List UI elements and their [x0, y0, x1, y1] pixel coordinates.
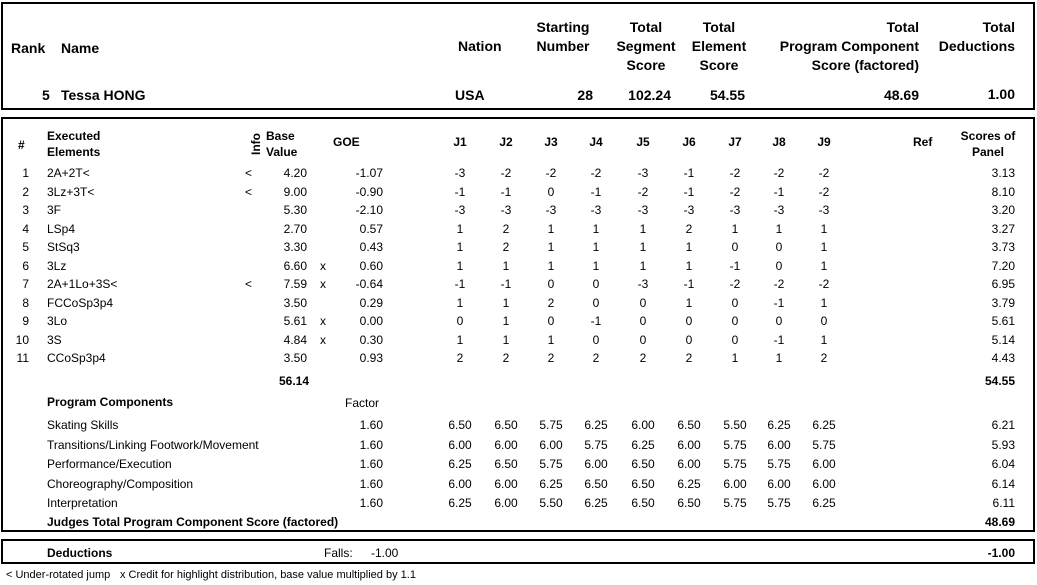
element-judge-j6: -1: [683, 185, 695, 199]
element-judge-j8: 1: [775, 222, 783, 236]
component-judge-j5: 6.00: [631, 418, 655, 432]
element-judge-j3: 0: [547, 314, 555, 328]
element-base-value: 4.84: [283, 333, 307, 347]
element-goe: 0.00: [359, 314, 383, 328]
element-judge-j3: -3: [545, 203, 557, 217]
component-judge-j4: 6.50: [584, 477, 608, 491]
element-judge-j2: 1: [502, 314, 510, 328]
element-base-value: 5.30: [283, 203, 307, 217]
component-name: Skating Skills: [47, 418, 119, 432]
element-goe: 0.60: [359, 259, 383, 273]
component-judge-j8: 6.00: [767, 438, 791, 452]
element-panel-score: 5.14: [991, 333, 1015, 347]
component-factor: 1.60: [359, 418, 383, 432]
element-judge-j7: -2: [729, 277, 741, 291]
component-judge-j9: 6.25: [812, 418, 836, 432]
element-judge-j9: -3: [818, 203, 830, 217]
element-panel-score: 3.20: [991, 203, 1015, 217]
ref-header: Ref: [913, 135, 933, 149]
element-judge-j9: 0: [820, 314, 828, 328]
skater-summary-box: [1, 2, 1035, 110]
element-base-value: 3.50: [283, 351, 307, 365]
element-judge-j6: -1: [683, 277, 695, 291]
element-judge-j8: -2: [773, 166, 785, 180]
element-judge-j3: 1: [547, 259, 555, 273]
element-judge-j7: 1: [731, 351, 739, 365]
component-factor: 1.60: [359, 496, 383, 510]
element-bonus-marker: x: [320, 277, 326, 291]
element-name: 3Lo: [47, 314, 68, 328]
element-judge-j5: 1: [639, 222, 647, 236]
element-judge-j5: 0: [639, 333, 647, 347]
element-judge-j7: 0: [731, 296, 739, 310]
element-judge-j7: 1: [731, 222, 739, 236]
element-judge-j1: 1: [456, 259, 464, 273]
footnote-under-rotated: < Under-rotated jump: [6, 569, 111, 581]
component-judge-j8: 5.75: [767, 496, 791, 510]
element-judge-j1: -1: [454, 277, 466, 291]
element-judge-j4: 0: [592, 333, 600, 347]
element-judge-j5: -3: [637, 203, 649, 217]
skater-nation: USA: [455, 87, 485, 103]
element-judge-j6: 1: [685, 296, 693, 310]
element-judge-j3: 1: [547, 240, 555, 254]
executed-elements-header: Executed Elements: [47, 129, 101, 159]
element-judge-j8: -3: [773, 203, 785, 217]
element-number: 7: [22, 277, 29, 291]
component-name: Transitions/Linking Footwork/Movement: [47, 438, 259, 452]
element-judge-j2: -3: [500, 203, 512, 217]
element-info: <: [245, 166, 253, 180]
element-judge-j1: 1: [456, 296, 464, 310]
element-number: 9: [22, 314, 29, 328]
component-judge-j6: 6.00: [677, 457, 701, 471]
element-number: 2: [22, 185, 29, 199]
element-judge-j2: 1: [502, 333, 510, 347]
nation-header: Nation: [458, 38, 502, 54]
element-judge-j5: -3: [637, 277, 649, 291]
component-judge-j6: 6.25: [677, 477, 701, 491]
element-number: 8: [22, 296, 29, 310]
element-judge-j3: 2: [547, 351, 555, 365]
goe-header: GOE: [333, 135, 360, 149]
element-name: 3F: [47, 203, 62, 217]
element-judge-j1: -3: [454, 166, 466, 180]
element-judge-j6: 1: [685, 259, 693, 273]
element-judge-j1: -1: [454, 185, 466, 199]
element-judge-j3: -2: [545, 166, 557, 180]
component-judge-j1: 6.00: [448, 477, 472, 491]
element-judge-j7: 0: [731, 333, 739, 347]
element-bonus-marker: x: [320, 259, 326, 273]
skater-total-segment-score: 102.24: [628, 87, 671, 103]
element-judge-j9: -2: [818, 185, 830, 199]
component-judge-j7: 5.75: [723, 496, 747, 510]
element-judge-j3: 0: [547, 277, 555, 291]
element-judge-j1: 1: [456, 333, 464, 347]
component-judge-j6: 6.00: [677, 438, 701, 452]
component-judge-j1: 6.25: [448, 496, 472, 510]
element-base-value: 9.00: [283, 185, 307, 199]
skater-rank: 5: [42, 87, 50, 103]
element-judge-j5: -3: [637, 166, 649, 180]
element-goe: 0.93: [359, 351, 383, 365]
element-goe: 0.43: [359, 240, 383, 254]
element-goe: 0.57: [359, 222, 383, 236]
component-judge-j6: 6.50: [677, 496, 701, 510]
skater-total-pcs: 48.69: [883, 87, 919, 103]
element-info: <: [245, 185, 253, 199]
element-goe: 0.30: [359, 333, 383, 347]
element-judge-j9: 1: [820, 222, 828, 236]
element-name: StSq3: [47, 240, 80, 254]
element-name: FCCoSp3p4: [47, 296, 114, 310]
element-judge-j4: -2: [590, 166, 602, 180]
element-name: CCoSp3p4: [47, 351, 106, 365]
component-judge-j3: 6.00: [539, 438, 563, 452]
judges-total-pcs-label: Judges Total Program Component Score (factored): [47, 515, 339, 529]
total-pcs-header: Total Program Component Score (factored): [779, 19, 919, 73]
element-judge-j5: 1: [639, 259, 647, 273]
element-judge-j4: -3: [590, 203, 602, 217]
element-number: 1: [22, 166, 29, 180]
element-judge-j9: 2: [820, 351, 828, 365]
element-judge-j4: 0: [592, 277, 600, 291]
component-judge-j4: 6.00: [584, 457, 608, 471]
element-name: 2A+1Lo+3S<: [47, 277, 118, 291]
element-judge-j7: -3: [729, 203, 741, 217]
element-goe: -0.64: [355, 277, 383, 291]
element-bonus-marker: x: [320, 333, 326, 347]
component-judge-j5: 6.25: [631, 438, 655, 452]
panel-elements-total: 54.55: [984, 374, 1015, 388]
component-judge-j6: 6.50: [677, 418, 701, 432]
component-judge-j7: 5.75: [723, 457, 747, 471]
element-judge-j5: 0: [639, 296, 647, 310]
component-judge-j2: 6.50: [494, 418, 518, 432]
element-judge-j4: 2: [592, 351, 600, 365]
element-judge-j8: 1: [775, 351, 783, 365]
element-judge-j6: 0: [685, 333, 693, 347]
element-judge-j8: -1: [773, 296, 785, 310]
element-base-value: 4.20: [283, 166, 307, 180]
element-judge-j6: 1: [685, 240, 693, 254]
component-judge-j8: 6.00: [767, 477, 791, 491]
component-judge-j4: 5.75: [584, 438, 608, 452]
element-number: 5: [22, 240, 29, 254]
component-judge-j9: 5.75: [812, 438, 836, 452]
element-judge-j1: 0: [456, 314, 464, 328]
element-number-header: #: [18, 138, 25, 152]
component-judge-j9: 6.00: [812, 477, 836, 491]
element-judge-j7: -2: [729, 166, 741, 180]
component-name: Interpretation: [47, 496, 118, 510]
element-base-value: 2.70: [283, 222, 307, 236]
component-judge-j2: 6.00: [494, 438, 518, 452]
element-judge-j7: -2: [729, 185, 741, 199]
element-judge-j2: 1: [502, 259, 510, 273]
component-panel-score: 5.93: [991, 438, 1015, 452]
component-judge-j3: 5.75: [539, 418, 563, 432]
element-judge-j4: 1: [592, 259, 600, 273]
element-judge-j3: 1: [547, 333, 555, 347]
element-number: 11: [16, 351, 29, 365]
deductions-label: Deductions: [47, 546, 113, 560]
skater-name: Tessa HONG: [61, 87, 146, 103]
element-number: 4: [22, 222, 29, 236]
element-panel-score: 3.73: [991, 240, 1015, 254]
component-judge-j1: 6.50: [448, 418, 472, 432]
component-judge-j3: 5.75: [539, 457, 563, 471]
element-goe: -1.07: [355, 166, 383, 180]
element-judge-j4: 0: [592, 296, 600, 310]
element-name: 3S: [47, 333, 62, 347]
element-judge-j4: -1: [590, 185, 602, 199]
element-judge-j1: 2: [456, 351, 464, 365]
element-info: <: [245, 277, 253, 291]
element-judge-j2: 1: [502, 296, 510, 310]
total-deductions-header: Total Deductions: [938, 19, 1015, 54]
factor-header: Factor: [345, 396, 380, 410]
element-judge-j4: 1: [592, 222, 600, 236]
element-name: 2A+2T<: [47, 166, 90, 180]
component-judge-j1: 6.25: [448, 457, 472, 471]
element-judge-j2: -2: [500, 166, 512, 180]
element-judge-j5: -2: [637, 185, 649, 199]
element-number: 6: [22, 259, 29, 273]
element-judge-j1: 1: [456, 222, 464, 236]
component-judge-j5: 6.50: [631, 457, 655, 471]
footnote-credit: x Credit for highlight distribution, base value multiplied by 1.1: [120, 569, 416, 581]
element-number: 10: [15, 333, 29, 347]
element-panel-score: 3.79: [991, 296, 1015, 310]
element-number: 3: [22, 203, 29, 217]
judge-header-j7: J7: [728, 135, 742, 149]
element-judge-j6: -1: [683, 166, 695, 180]
element-base-value: 6.60: [283, 259, 307, 273]
component-judge-j4: 6.25: [584, 496, 608, 510]
judge-header-j3: J3: [544, 135, 558, 149]
judge-header-j6: J6: [682, 135, 696, 149]
component-judge-j9: 6.00: [812, 457, 836, 471]
element-judge-j5: 2: [639, 351, 647, 365]
component-judge-j2: 6.00: [494, 496, 518, 510]
component-judge-j8: 6.25: [767, 418, 791, 432]
deductions-box: [1, 539, 1035, 564]
starting-number-header: Starting Number: [536, 19, 590, 54]
component-judge-j7: 5.75: [723, 438, 747, 452]
skater-total-deductions: 1.00: [987, 86, 1015, 102]
info-header: Info: [249, 133, 263, 155]
component-judge-j3: 5.50: [539, 496, 563, 510]
component-panel-score: 6.11: [992, 496, 1015, 510]
element-judge-j4: 1: [592, 240, 600, 254]
element-panel-score: 8.10: [991, 185, 1015, 199]
element-judge-j2: -1: [500, 185, 512, 199]
element-goe: 0.29: [359, 296, 383, 310]
component-judge-j3: 6.25: [539, 477, 563, 491]
component-judge-j8: 5.75: [767, 457, 791, 471]
element-judge-j5: 0: [639, 314, 647, 328]
component-judge-j5: 6.50: [631, 477, 655, 491]
element-judge-j9: 1: [820, 240, 828, 254]
skater-starting-number: 28: [577, 87, 593, 103]
component-name: Performance/Execution: [47, 457, 172, 471]
element-judge-j4: -1: [590, 314, 602, 328]
base-value-total: 56.14: [278, 374, 309, 388]
scores-of-panel-header: Scores of Panel: [960, 129, 1016, 159]
element-judge-j9: -2: [818, 166, 830, 180]
element-judge-j3: 0: [547, 185, 555, 199]
component-judge-j7: 5.50: [723, 418, 747, 432]
element-judge-j2: 2: [502, 240, 510, 254]
element-base-value: 5.61: [283, 314, 307, 328]
component-judge-j7: 6.00: [723, 477, 747, 491]
element-panel-score: 6.95: [991, 277, 1015, 291]
judge-header-j8: J8: [772, 135, 786, 149]
deductions-total: -1.00: [987, 546, 1015, 560]
element-judge-j9: 1: [820, 296, 828, 310]
element-panel-score: 5.61: [991, 314, 1015, 328]
component-judge-j9: 6.25: [812, 496, 836, 510]
element-panel-score: 7.20: [991, 259, 1015, 273]
skater-total-element-score: 54.55: [709, 87, 745, 103]
component-factor: 1.60: [359, 477, 383, 491]
judge-header-j9: J9: [817, 135, 831, 149]
judge-header-j1: J1: [453, 135, 467, 149]
element-judge-j8: 0: [775, 259, 783, 273]
component-judge-j5: 6.50: [631, 496, 655, 510]
component-factor: 1.60: [359, 457, 383, 471]
element-panel-score: 4.43: [991, 351, 1015, 365]
element-judge-j5: 1: [639, 240, 647, 254]
rank-header: Rank: [11, 40, 46, 56]
element-name: LSp4: [47, 222, 76, 236]
element-judge-j3: 2: [547, 296, 555, 310]
component-panel-score: 6.04: [991, 457, 1015, 471]
element-judge-j6: 2: [685, 351, 693, 365]
component-name: Choreography/Composition: [47, 477, 194, 491]
element-judge-j9: 1: [820, 259, 828, 273]
name-header: Name: [61, 40, 100, 56]
element-judge-j8: 0: [775, 314, 783, 328]
judge-header-j4: J4: [589, 135, 603, 149]
element-judge-j6: 2: [685, 222, 693, 236]
element-judge-j8: 0: [775, 240, 783, 254]
element-bonus-marker: x: [320, 314, 326, 328]
element-goe: -0.90: [355, 185, 383, 199]
element-judge-j1: 1: [456, 240, 464, 254]
element-goe: -2.10: [355, 203, 383, 217]
element-judge-j2: 2: [502, 351, 510, 365]
falls-label: Falls:: [324, 546, 353, 560]
judges-total-pcs-value: 48.69: [984, 515, 1015, 529]
component-factor: 1.60: [359, 438, 383, 452]
component-judge-j4: 6.25: [584, 418, 608, 432]
element-judge-j6: 0: [685, 314, 693, 328]
element-name: 3Lz+3T<: [47, 185, 95, 199]
base-value-header: Base Value: [266, 129, 298, 159]
component-judge-j1: 6.00: [448, 438, 472, 452]
element-judge-j8: -1: [773, 185, 785, 199]
element-panel-score: 3.27: [991, 222, 1015, 236]
element-judge-j8: -1: [773, 333, 785, 347]
element-judge-j3: 1: [547, 222, 555, 236]
total-element-score-header: Total Element Score: [691, 19, 747, 73]
element-judge-j7: -1: [729, 259, 741, 273]
component-panel-score: 6.21: [991, 418, 1015, 432]
element-judge-j9: 1: [820, 333, 828, 347]
component-judge-j2: 6.00: [494, 477, 518, 491]
element-judge-j7: 0: [731, 240, 739, 254]
element-judge-j2: -1: [500, 277, 512, 291]
element-judge-j1: -3: [454, 203, 466, 217]
element-judge-j8: -2: [773, 277, 785, 291]
element-judge-j2: 2: [502, 222, 510, 236]
element-panel-score: 3.13: [991, 166, 1015, 180]
element-base-value: 3.50: [283, 296, 307, 310]
element-judge-j6: -3: [683, 203, 695, 217]
component-panel-score: 6.14: [991, 477, 1015, 491]
judge-header-j5: J5: [636, 135, 650, 149]
total-segment-score-header: Total Segment Score: [616, 19, 676, 73]
element-judge-j7: 0: [731, 314, 739, 328]
element-name: 3Lz: [47, 259, 67, 273]
judge-header-j2: J2: [499, 135, 513, 149]
program-components-title: Program Components: [47, 395, 174, 409]
element-judge-j9: -2: [818, 277, 830, 291]
falls-value: -1.00: [371, 546, 399, 560]
element-base-value: 3.30: [283, 240, 307, 254]
score-details-box: [1, 117, 1035, 532]
element-base-value: 7.59: [283, 277, 307, 291]
component-judge-j2: 6.50: [494, 457, 518, 471]
